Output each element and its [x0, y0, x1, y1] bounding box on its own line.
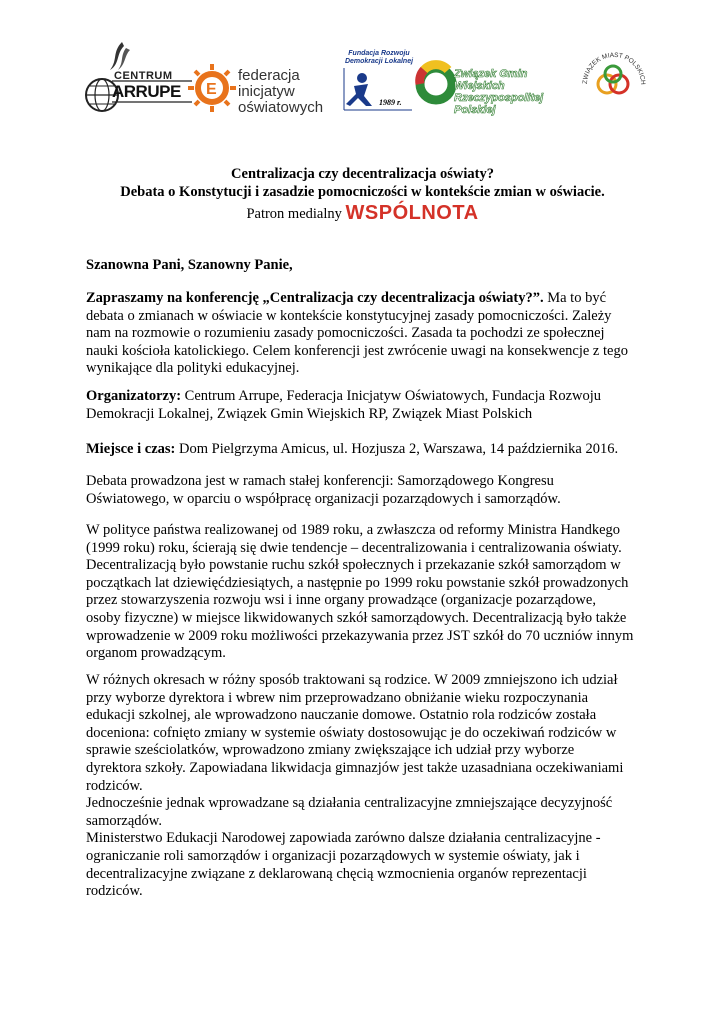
parents-line: rodziców.	[86, 777, 143, 794]
title-line2: Debata o Konstytucji i zasadzie pomocniczości w kontekście zmian w oświacie.	[120, 184, 605, 200]
title-line1: Centralizacja czy decentralizacja oświaty?	[231, 166, 494, 182]
zmp-logo	[579, 40, 649, 120]
central-line: samorządów.	[86, 812, 162, 829]
patron-name: WSPÓLNOTA	[345, 202, 479, 224]
zgw-line2: Rzeczypospolitej Polskiej	[454, 92, 544, 116]
invitation-paragraph	[86, 290, 646, 378]
men-line: rodziców.	[86, 883, 143, 900]
debate-paragraph	[86, 473, 646, 508]
frdl-year: 1989 r.	[379, 98, 402, 107]
place-text: Dom Pielgrzyma Amicus, ul. Hozjusza 2, Warszawa, 14 października 2016.	[175, 441, 619, 457]
invite-rest: Ma to być	[543, 290, 607, 306]
policy-line: osoby fizyczne) w miejsce likwidowanych szkół samorządowych. Decentralizacją było także	[86, 609, 627, 626]
policy-line: organom prowadzącym.	[86, 645, 226, 662]
invite-line: debata o zmianach w oświacie w kontekście konstytucyjnej zasady pomocniczości. Zależy	[86, 307, 612, 324]
frdl-line1: Fundacja Rozwoju	[348, 50, 410, 57]
greeting: Szanowna Pani, Szanowny Panie,	[86, 257, 293, 273]
zgw-text	[454, 68, 564, 116]
debate-line: Debata prowadzona jest w ramach stałej konferencji: Samorządowego Kongresu	[86, 473, 554, 489]
parents-paragraph	[86, 672, 646, 901]
parents-line: przy wyborze dyrektora i wbrew nim przeprowadzano obniżanie wieku rozpoczynania	[86, 689, 589, 706]
policy-line: W polityce państwa realizowanej od 1989 roku, a zwłaszcza od reformy Ministra Handkego	[86, 522, 621, 538]
parents-line: edukacji szkolnej, ale wprowadzono nauczanie domowe. Ostatnio rola rodziców została	[86, 707, 597, 724]
policy-line: Decentralizacją było powstanie ruchu szkół społecznych i przekazanie szkół samorządom w	[86, 557, 621, 574]
svg-text:E: E	[206, 81, 217, 98]
patron-label: Patron medialny	[246, 206, 342, 222]
frdl-line2: Demokracji Lokalnej	[344, 58, 414, 65]
arrupe-line1: CENTRUM	[114, 70, 173, 82]
place-paragraph	[86, 441, 646, 459]
invite-line: wynikające dla polityki edukacyjnej.	[86, 360, 300, 377]
policy-line: (1999 roku) roku, ścierają się dwie tendencje – decentralizowania i centralizowania oświaty.	[86, 539, 622, 556]
frdl-logo	[324, 40, 414, 120]
policy-line: przez stowarzyszenia rozwoju wsi i inne organy prowadzące (organizacje pozarządowe,	[86, 592, 596, 609]
organizers-label: Organizatorzy:	[86, 388, 182, 404]
fio-logo	[188, 40, 328, 120]
invite-lead: Zapraszamy na konferencję „Centralizacja czy decentralizacja oświaty?”.	[86, 290, 544, 306]
person-icon	[324, 40, 414, 120]
parents-line: sprawie sześciolatków, wprowadzono zmiany zwiększające ich udział przy wyborze	[86, 742, 575, 759]
place-label: Miejsce i czas:	[86, 441, 176, 457]
fio-line2: inicjatyw	[238, 83, 295, 100]
central-line: Jednocześnie jednak wprowadzane są działania centralizacyjne zmniejszające decyzyjność	[86, 795, 613, 812]
parents-line: W różnych okresach w różny sposób traktowani są rodzice. W 2009 zmniejszono ich udział	[86, 672, 618, 688]
fio-text	[238, 68, 323, 116]
invite-line: nauki kościoła katolickiego. Celem konferencji jest zwrócenie uwagi na konsekwencje z tego	[86, 342, 628, 359]
centrum-arrupe-logo	[84, 40, 194, 120]
organizers-paragraph	[86, 388, 646, 423]
zgw-line1: Związek Gmin Wiejskich	[454, 68, 528, 92]
patron-row	[0, 202, 725, 225]
fio-line3: oświatowych	[238, 99, 324, 116]
logo-strip	[84, 40, 647, 120]
arrupe-line2: ARRUPE	[112, 82, 181, 101]
invite-line: nam na rozmowie o rozumieniu zasady pomocniczości. Zasada ta pochodzi ze społecznej	[86, 325, 605, 342]
policy-line: początkach lat dziewięćdziesiątych, a następnie po 1999 roku powstanie szkół prowadzonych	[86, 574, 629, 591]
men-line: ograniczanie roli samorządów i organizacji pozarządowych w systemie oświaty, jak i	[86, 847, 580, 864]
men-line: Ministerstwo Edukacji Narodowej zapowiada zarówno dalsze działania centralizacyjne -	[86, 830, 601, 847]
zmp-text: ZWIĄZEK MIAST POLSKICH	[581, 51, 647, 85]
parents-line: dyrektora szkoły. Zapowiadana likwidacja gimnazjów jest także uzasadniana oczekiwaniami	[86, 759, 624, 776]
organizers-line: Centrum Arrupe, Federacja Inicjatyw Oświatowych, Fundacja Rozwoju	[181, 388, 602, 404]
men-line: decentralizacyjne związane z deklarowaną chęcią wzmocnienia organów reprezentacji	[86, 865, 587, 882]
debate-line: Oświatowego, w oparciu o współpracę organizacji pozarządowych i samorządów.	[86, 490, 561, 507]
zgw-logo	[414, 40, 564, 120]
parents-line: doceniona: cofnięto zmiany w systemie oświaty dostosowując je do oczekiwań rodziców w	[86, 724, 617, 741]
fio-line1: federacja	[238, 67, 300, 84]
policy-paragraph	[86, 522, 646, 663]
sun-icon	[188, 40, 240, 120]
organizers-line: Demokracji Lokalnej, Związek Gmin Wiejskich RP, Związek Miast Polskich	[86, 405, 533, 422]
rings-icon	[579, 40, 649, 120]
policy-line: wprowadzenie w 2009 roku możliwości przekazywania przez JST szkół do 70 uczniów innym	[86, 627, 634, 644]
